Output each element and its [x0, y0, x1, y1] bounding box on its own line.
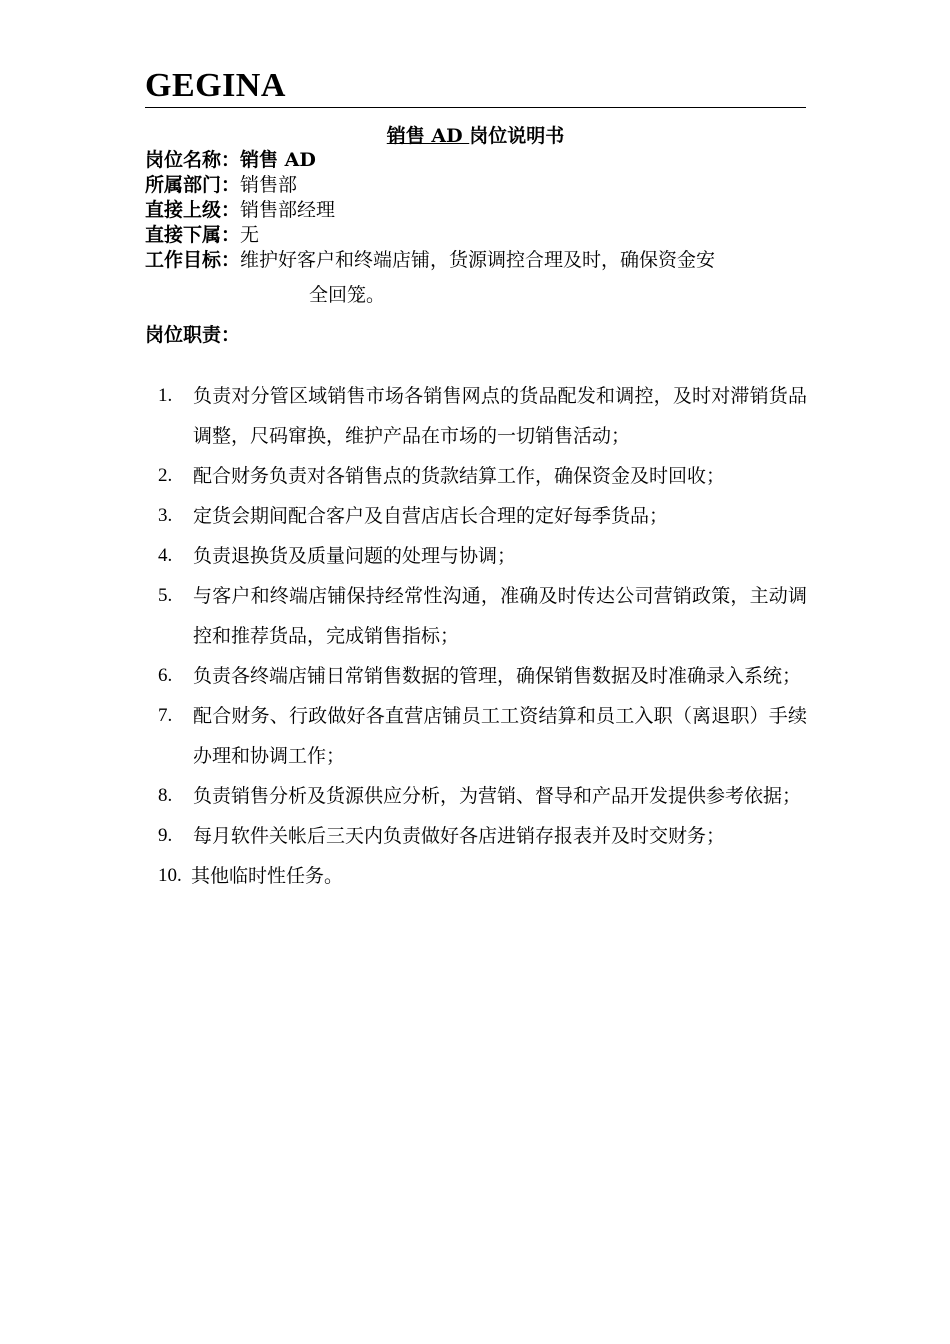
duty-text: 每月软件关帐后三天内负责做好各店进销存报表并及时交财务；: [193, 825, 726, 847]
department-label: 所属部门：: [145, 174, 241, 196]
duties-list: [145, 376, 810, 896]
duty-item: [145, 776, 810, 816]
duty-text: 负责对分管区域销售市场各销售网点的货品配发和调控，及时对滞销货品调整，尺码窜换，维护产品在市场的一切销售活动；: [193, 385, 807, 447]
duty-item: [145, 576, 810, 656]
subordinate-label: 直接下属：: [145, 224, 241, 246]
duty-number: 6.: [158, 665, 173, 686]
duty-text: 配合财务、行政做好各直营店铺员工工资结算和员工入职（离退职）手续办理和协调工作；: [193, 705, 807, 767]
superior-label: 直接上级：: [145, 199, 241, 221]
duty-item: [145, 696, 810, 776]
department-row: [145, 173, 810, 198]
duty-number: 3.: [158, 505, 173, 526]
duty-item: [145, 376, 810, 456]
superior-row: [145, 198, 810, 223]
duty-number: 1.: [158, 385, 173, 406]
duty-number: 2.: [158, 465, 173, 486]
position-row: [145, 148, 810, 173]
duty-text: 配合财务负责对各销售点的货款结算工作，确保资金及时回收；: [193, 465, 726, 487]
document-title: [145, 123, 806, 149]
document-title-rest: 岗位说明书: [469, 125, 565, 147]
superior-value: 销售部经理: [240, 199, 336, 221]
duty-item: [145, 496, 810, 536]
job-info-section: [145, 148, 810, 308]
duty-number: 8.: [158, 785, 173, 806]
duty-item: [145, 536, 810, 576]
duty-text: 与客户和终端店铺保持经常性沟通，准确及时传达公司营销政策，主动调控和推荐货品，完成销售指标；: [193, 585, 807, 647]
goal-label: 工作目标：: [145, 249, 241, 271]
duty-number: 5.: [158, 585, 173, 606]
position-label: 岗位名称：: [145, 149, 241, 171]
duties-heading: 岗位职责：: [145, 324, 241, 346]
duty-number: 4.: [158, 545, 173, 566]
duty-item: [145, 656, 810, 696]
duty-text: 定货会期间配合客户及自营店店长合理的定好每季货品；: [193, 505, 669, 527]
header-divider: [145, 107, 806, 108]
goal-value-line2: 全回笼。: [309, 284, 386, 306]
duty-text: 负责销售分析及货源供应分析，为营销、督导和产品开发提供参考依据；: [193, 785, 802, 807]
duty-text: 其他临时性任务。: [191, 865, 344, 887]
duty-item: [145, 816, 810, 856]
department-value: 销售部: [240, 174, 298, 196]
subordinate-row: [145, 223, 810, 248]
goal-row: [145, 248, 810, 273]
position-value: 销售 AD: [240, 149, 316, 171]
document-title-underlined: 销售 AD: [386, 125, 470, 147]
duty-text: 负责退换货及质量问题的处理与协调；: [193, 545, 517, 567]
company-logo-text: GEGINA: [145, 67, 286, 104]
duty-number: 7.: [158, 705, 173, 726]
goal-value-line1: 维护好客户和终端店铺，货源调控合理及时，确保资金安: [240, 249, 716, 271]
duty-item: [145, 856, 810, 896]
duty-item: [145, 456, 810, 496]
duty-text: 负责各终端店铺日常销售数据的管理，确保销售数据及时准确录入系统；: [193, 665, 802, 687]
duty-number: 9.: [158, 825, 173, 846]
subordinate-value: 无: [240, 224, 260, 246]
duty-number: 10.: [158, 865, 182, 886]
